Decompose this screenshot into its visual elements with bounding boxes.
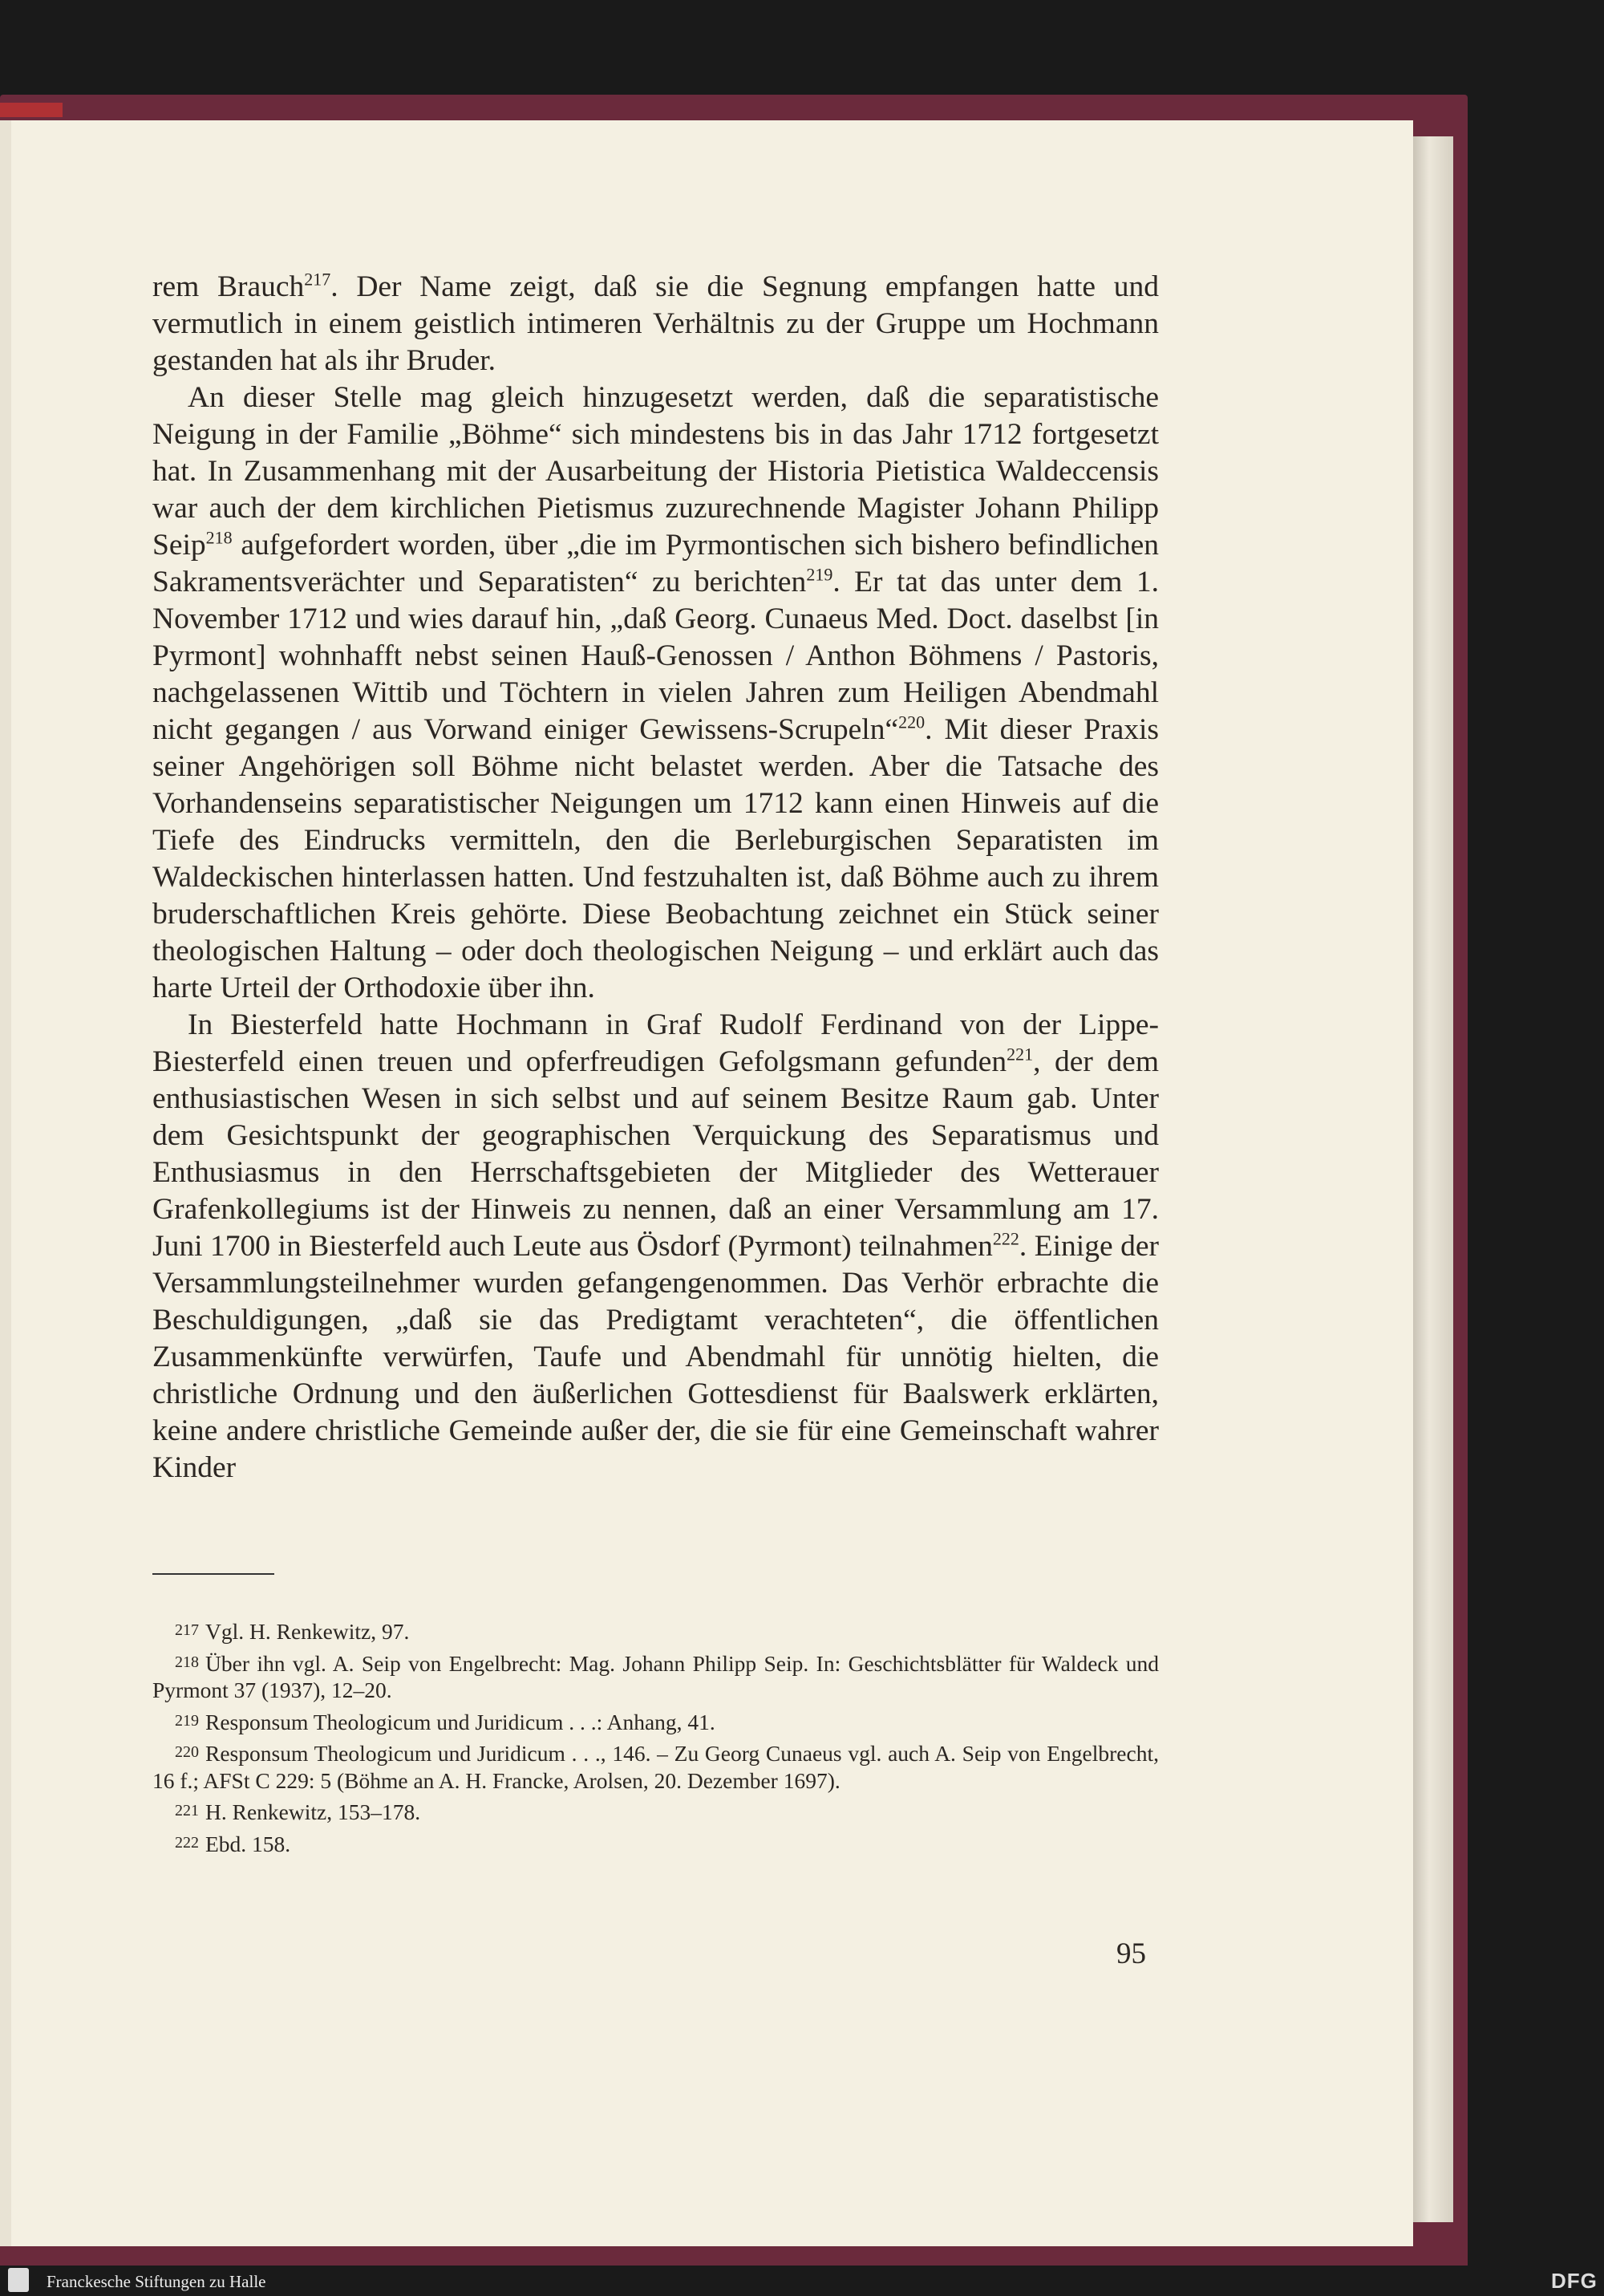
paragraph-text: . Er tat das unter dem 1. November 1712 und wies darauf hin, „daß Georg. Cunaeus Med. Doct. daselbst [in Pyrmont] wohnhafft nebst seinen Hauß-Genossen / Anthon Böhmens / Pastoris, nachgelassenen Wittib und Töchtern in vielen Jahren zum Heiligen Abendmahl nicht gegangen / aus Vorwand einiger Gewissens-Scrupeln“ [152,566,1159,746]
paragraph-text: aufgefordert worden, über „die im Pyrmontischen sich bishero befindlichen Sakramentsverächter und Separatisten“ zu berichten [152,529,1159,598]
footnotes [152,1617,1159,1861]
footnote [152,1830,1159,1858]
paragraph-text: . Der Name zeigt, daß sie die Segnung empfangen hatte und vermutlich in einem geistlich intimeren Verhältnis zu der Gruppe um Hochmann gestanden hat als ihr Bruder. [152,270,1159,377]
footnote-text: Ebd. 158. [205,1831,291,1856]
footnote-reference: 220 [898,712,926,732]
footnote [152,1617,1159,1645]
footnote [152,1798,1159,1826]
footnote-number: 217 [175,1621,199,1639]
main-text [152,269,1159,1487]
footnote-rule [152,1573,274,1575]
facing-page-edge [0,120,11,2246]
institution-logo-icon [8,2268,29,2292]
paragraph [152,379,1159,1007]
paragraph-text: , der dem enthusiastischen Wesen in sich selbst und auf seinem Besitze Raum gab. Unter dem Gesichtspunkt der geographischen Verquickung des Separatismus und Enthusiasmus in den Herrschaftsgebieten der Mitglieder des Wetterauer Grafenkollegiums ist der Hinweis zu nennen, daß an einer Versammlung am 17. Juni 1700 in Biesterfeld auch Leute aus Ösdorf (Pyrmont) teilnahmen [152,1045,1159,1263]
footnote-text: Vgl. H. Renkewitz, 97. [205,1619,410,1644]
bookmark-ribbon [0,103,63,117]
footnote-text: Über ihn vgl. A. Seip von Engelbrecht: Mag. Johann Philipp Seip. In: Geschichtsblätter für Waldeck und Pyrmont 37 (1937), 12–20. [152,1650,1159,1702]
dfg-logo: DFG [1551,2269,1598,2293]
footnote-reference: 219 [806,564,833,585]
footnote-reference: 217 [304,269,331,290]
paragraph [152,269,1159,379]
footnote [152,1739,1159,1794]
paragraph [152,1007,1159,1487]
paragraph-text: An dieser Stelle mag gleich hinzugesetzt werden, daß die separatistische Neigung in der Familie „Böhme“ sich mindestens bis in das Jahr 1712 fortgesetzt hat. In Zusammenhang mit der Ausarbeitung der Historia Pietistica Waldeccensis war auch der dem kirchlichen Pietismus zuzurechnende Magister Johann Philipp Seip [152,381,1159,562]
footnote-reference: 221 [1007,1044,1034,1065]
footnote-number: 219 [175,1711,199,1730]
footnote [152,1649,1159,1704]
footnote [152,1708,1159,1736]
viewer-footer [0,2266,1604,2296]
footnote-text: Responsum Theologicum und Juridicum . . .: Anhang, 41. [205,1709,715,1734]
paragraph-text: . Einige der Versammlungsteilnehmer wurden gefangengenommen. Das Verhör erbrachte die Beschuldigungen, „daß sie das Predigtamt verachteten“, die öffentlichen Zusammenkünfte verwürfen, Taufe und Abendmahl für unnötig hielten, die christliche Ordnung und den äußerlichen Gottesdienst für Baalswerk erklärten, keine andere christliche Gemeinde außer der, die sie für eine Gemeinschaft wahrer Kinder [152,1230,1159,1484]
institution-name: Franckesche Stiftungen zu Halle [47,2272,266,2291]
paragraph-text: In Biesterfeld hatte Hochmann in Graf Rudolf Ferdinand von der Lippe-Biesterfeld einen treuen und opferfreudigen Gefolgsmann gefunden [152,1008,1159,1078]
footnote-number: 221 [175,1802,199,1819]
footnote-number: 222 [175,1833,199,1852]
footnote-number: 220 [175,1743,199,1761]
page-number: 95 [1116,1937,1146,1970]
footnote-reference: 222 [992,1228,1019,1249]
footnote-reference: 218 [205,527,233,548]
paragraph-text: rem Brauch [152,270,305,303]
footnote-number: 218 [175,1653,199,1671]
footnote-text: H. Renkewitz, 153–178. [205,1799,421,1824]
footnote-text: Responsum Theologicum und Juridicum . . ., 146. – Zu Georg Cunaeus vgl. auch A. Seip von Engelbrecht, 16 f.; AFSt C 229: 5 (Böhme an A. H. Francke, Arolsen, 20. Dezember 1697). [152,1741,1159,1793]
page-edges [1413,136,1453,2222]
paragraph-text: . Mit dieser Praxis seiner Angehörigen soll Böhme nicht belastet werden. Aber die Tatsache des Vorhandenseins separatistischer Neigungen um 1712 kann einen Hinweis auf die Tiefe des Eindrucks vermitteln, den die Berleburgischen Separatisten im Waldeckischen hinterlassen hatten. Und festzuhalten ist, daß Böhme auch zu ihrem bruderschaftlichen Kreis gehörte. Diese Beobachtung zeichnet ein Stück seiner theologischen Haltung – oder doch theologischen Neigung – und erklärt auch das harte Urteil der Orthodoxie über ihn. [152,713,1159,1004]
